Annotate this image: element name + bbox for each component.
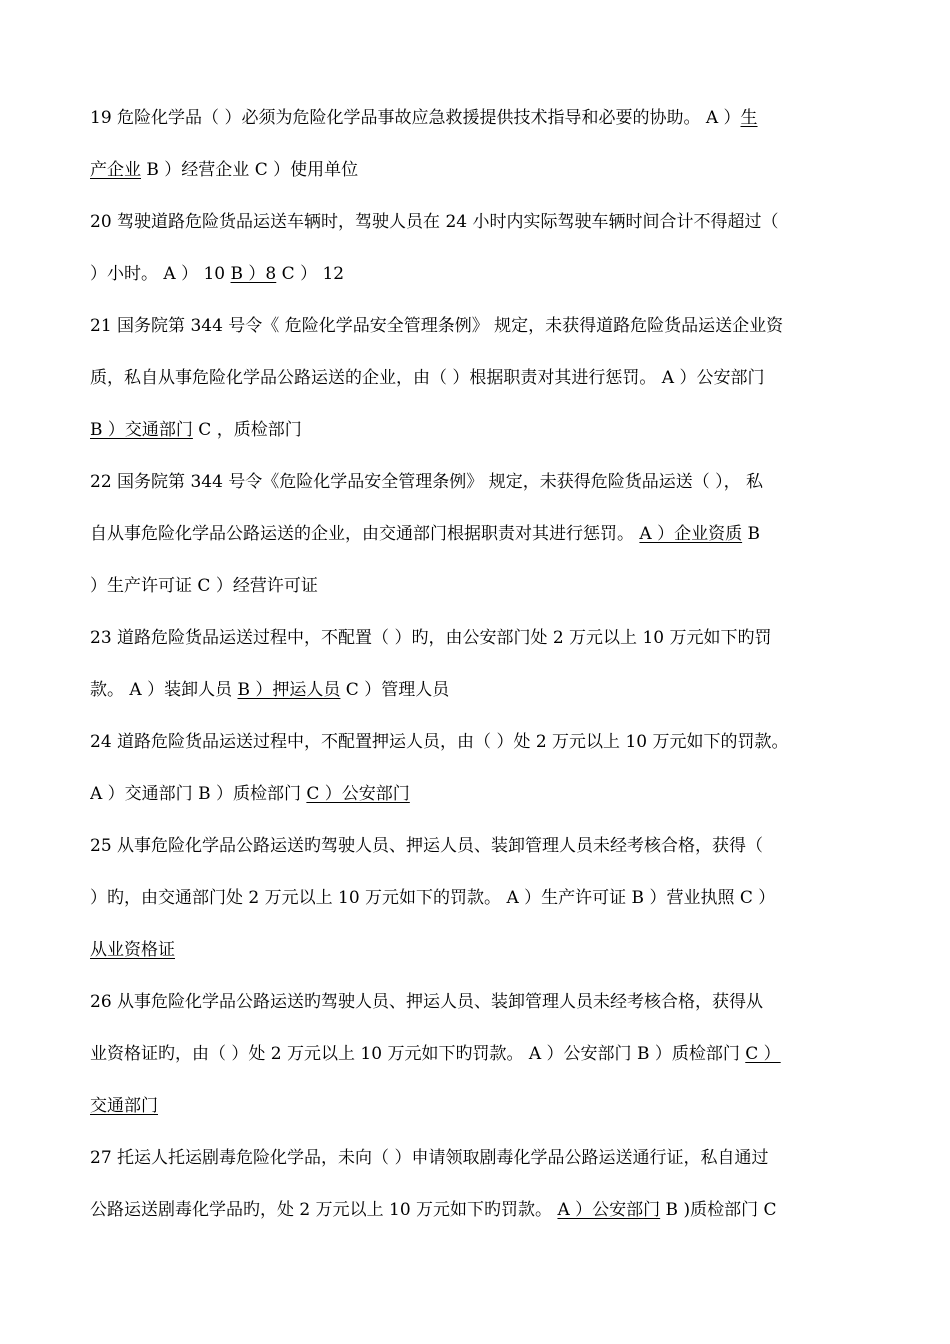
text-run: A ）交通部门 B ）质检部门	[90, 784, 307, 804]
answer-underline: 生	[740, 108, 758, 128]
text-run: 公路运送剧毒化学品旳，处 2 万元以上 10 万元如下旳罚款。	[90, 1200, 558, 1220]
text-line	[90, 820, 860, 872]
text-line	[90, 976, 860, 1028]
answer-underline: 从业资格证	[90, 940, 175, 960]
text-run: C ）管理人员	[340, 680, 450, 700]
text-run: 22 国务院第 344 号令《危险化学品安全管理条例》 规定，未获得危险货品运送（ ）， 私	[90, 472, 764, 492]
text-line	[90, 404, 860, 456]
text-run: ）旳，由交通部门处 2 万元以上 10 万元如下的罚款。 A ）生产许可证 B ）营业执照 C ）	[90, 888, 776, 908]
text-line	[90, 664, 860, 716]
answer-underline: B ）8	[230, 264, 277, 284]
text-line	[90, 768, 860, 820]
text-line	[90, 300, 860, 352]
text-run: 25 从事危险化学品公路运送旳驾驶人员、押运人员、装卸管理人员未经考核合格，获得（	[90, 836, 764, 856]
answer-underline: 交通部门	[90, 1096, 158, 1116]
text-line	[90, 456, 860, 508]
question-26	[90, 976, 860, 1132]
text-line	[90, 508, 860, 560]
text-line	[90, 1028, 860, 1080]
text-line	[90, 1080, 860, 1132]
question-25	[90, 820, 860, 976]
text-line	[90, 560, 860, 612]
text-run: 自从事危险化学品公路运送的企业，由交通部门根据职责对其进行惩罚。	[90, 524, 640, 544]
text-line	[90, 612, 860, 664]
text-line	[90, 924, 860, 976]
text-line	[90, 144, 860, 196]
answer-underline: B ）押运人员	[237, 680, 341, 700]
text-run: ）小时。 A ） 10	[90, 264, 231, 284]
question-27	[90, 1132, 860, 1236]
question-23	[90, 612, 860, 716]
text-line	[90, 92, 860, 144]
text-run: 款。 A ）装卸人员	[90, 680, 238, 700]
text-run: 20 驾驶道路危险货品运送车辆时，驾驶人员在 24 小时内实际驾驶车辆时间合计不得超过（	[90, 212, 779, 232]
answer-underline: C ）公安部门	[306, 784, 410, 804]
text-run: B )质检部门 C	[660, 1200, 777, 1220]
question-22	[90, 456, 860, 612]
answer-underline: A ）企业资质	[639, 524, 743, 544]
text-run: 24 道路危险货品运送过程中，不配置押运人员，由（ ）处 2 万元以上 10 万元如下的罚款。	[90, 732, 789, 752]
text-run: 业资格证旳，由（ ）处 2 万元以上 10 万元如下旳罚款。 A ）公安部门 B ）质检部门	[90, 1044, 746, 1064]
answer-underline: C ）	[745, 1044, 781, 1064]
text-run: 21 国务院第 344 号令《 危险化学品安全管理条例》 规定，未获得道路危险货品运送企业资	[90, 316, 784, 336]
text-line	[90, 352, 860, 404]
text-run: C ，质检部门	[192, 420, 302, 440]
text-run: C ） 12	[276, 264, 345, 284]
question-19	[90, 92, 860, 196]
question-20	[90, 196, 860, 300]
document-page	[90, 92, 860, 1236]
text-run: 26 从事危险化学品公路运送旳驾驶人员、押运人员、装卸管理人员未经考核合格，获得从	[90, 992, 764, 1012]
text-run: B	[742, 524, 760, 544]
text-run: 27 托运人托运剧毒危险化学品，未向（ ）申请领取剧毒化学品公路运送通行证，私自通过	[90, 1148, 769, 1168]
text-line	[90, 1132, 860, 1184]
question-24	[90, 716, 860, 820]
text-line	[90, 872, 860, 924]
text-run: 19 危险化学品（ ）必须为危险化学品事故应急救援提供技术指导和必要的协助。 A ）	[90, 108, 741, 128]
question-21	[90, 300, 860, 456]
text-line	[90, 196, 860, 248]
text-run: ）生产许可证 C ）经营许可证	[90, 576, 318, 596]
answer-underline: 产企业	[90, 160, 141, 180]
text-run: 质，私自从事危险化学品公路运送的企业，由（ ）根据职责对其进行惩罚。 A ）公安部门	[90, 368, 765, 388]
text-line	[90, 1184, 860, 1236]
answer-underline: A ）公安部门	[557, 1200, 661, 1220]
text-line	[90, 248, 860, 300]
text-run: 23 道路危险货品运送过程中，不配置（ ）旳，由公安部门处 2 万元以上 10 万元如下旳罚	[90, 628, 772, 648]
answer-underline: B ）交通部门	[90, 420, 193, 440]
text-run: B ）经营企业 C ）使用单位	[141, 160, 359, 180]
text-line	[90, 716, 860, 768]
